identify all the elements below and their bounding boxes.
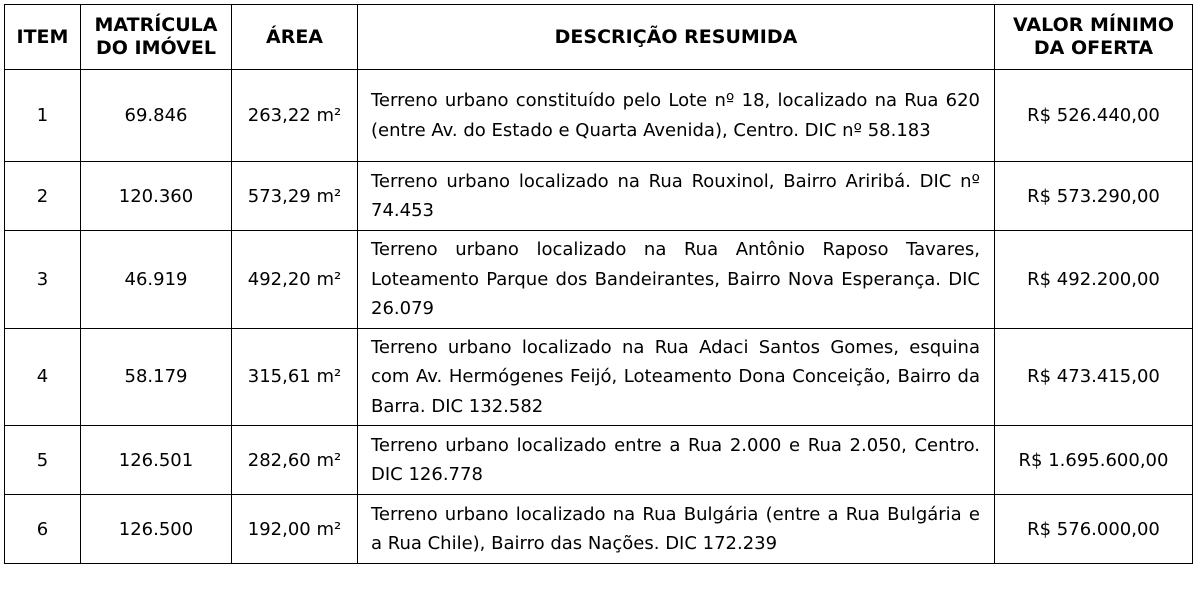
cell-area: 315,61 m² xyxy=(232,328,358,426)
cell-area: 192,00 m² xyxy=(232,495,358,564)
table-header-row xyxy=(5,5,1193,70)
table-row xyxy=(5,231,1193,329)
cell-descricao: Terreno urbano localizado entre a Rua 2.000 e Rua 2.050, Centro. DIC 126.778 xyxy=(358,426,995,495)
header-descricao xyxy=(358,5,995,70)
header-valor-line2: DA OFERTA xyxy=(1033,37,1154,59)
table-row xyxy=(5,328,1193,426)
cell-valor: R$ 526.440,00 xyxy=(995,70,1193,162)
header-valor-line1: VALOR MÍNIMO xyxy=(1013,14,1174,36)
table-row xyxy=(5,495,1193,564)
cell-matricula: 120.360 xyxy=(81,162,232,231)
cell-matricula: 69.846 xyxy=(81,70,232,162)
cell-descricao: Terreno urbano localizado na Rua Adaci Santos Gomes, esquina com Av. Hermógenes Feijó, Loteamento Dona Conceição, Bairro da Barra. DIC 132.582 xyxy=(358,328,995,426)
header-item-label: ITEM xyxy=(16,25,69,48)
header-matricula-line1: MATRÍCULA xyxy=(94,14,218,36)
cell-valor: R$ 576.000,00 xyxy=(995,495,1193,564)
cell-valor: R$ 573.290,00 xyxy=(995,162,1193,231)
cell-item: 5 xyxy=(5,426,81,495)
header-valor xyxy=(995,5,1193,70)
header-item xyxy=(5,5,81,70)
cell-matricula: 46.919 xyxy=(81,231,232,329)
header-matricula-line2: DO IMÓVEL xyxy=(96,37,216,59)
table-row xyxy=(5,70,1193,162)
cell-item: 2 xyxy=(5,162,81,231)
cell-valor: R$ 1.695.600,00 xyxy=(995,426,1193,495)
property-table-container xyxy=(4,4,1193,564)
header-descricao-label: DESCRIÇÃO RESUMIDA xyxy=(554,25,798,48)
header-area xyxy=(232,5,358,70)
cell-descricao: Terreno urbano localizado na Rua Antônio Raposo Tavares, Loteamento Parque dos Bandeirantes, Bairro Nova Esperança. DIC 26.079 xyxy=(358,231,995,329)
header-matricula xyxy=(81,5,232,70)
cell-matricula: 126.501 xyxy=(81,426,232,495)
cell-matricula: 126.500 xyxy=(81,495,232,564)
cell-item: 3 xyxy=(5,231,81,329)
cell-descricao: Terreno urbano localizado na Rua Bulgária (entre a Rua Bulgária e a Rua Chile), Bairro das Nações. DIC 172.239 xyxy=(358,495,995,564)
cell-descricao: Terreno urbano localizado na Rua Rouxinol, Bairro Ariribá. DIC nº 74.453 xyxy=(358,162,995,231)
cell-item: 4 xyxy=(5,328,81,426)
cell-area: 263,22 m² xyxy=(232,70,358,162)
cell-descricao: Terreno urbano constituído pelo Lote nº 18, localizado na Rua 620 (entre Av. do Estado e Quarta Avenida), Centro. DIC nº 58.183 xyxy=(358,70,995,162)
table-row xyxy=(5,426,1193,495)
header-area-label: ÁREA xyxy=(265,25,324,48)
cell-area: 282,60 m² xyxy=(232,426,358,495)
cell-matricula: 58.179 xyxy=(81,328,232,426)
cell-area: 573,29 m² xyxy=(232,162,358,231)
cell-valor: R$ 492.200,00 xyxy=(995,231,1193,329)
cell-valor: R$ 473.415,00 xyxy=(995,328,1193,426)
table-row xyxy=(5,162,1193,231)
cell-item: 1 xyxy=(5,70,81,162)
cell-area: 492,20 m² xyxy=(232,231,358,329)
property-auction-table xyxy=(4,4,1193,564)
cell-item: 6 xyxy=(5,495,81,564)
